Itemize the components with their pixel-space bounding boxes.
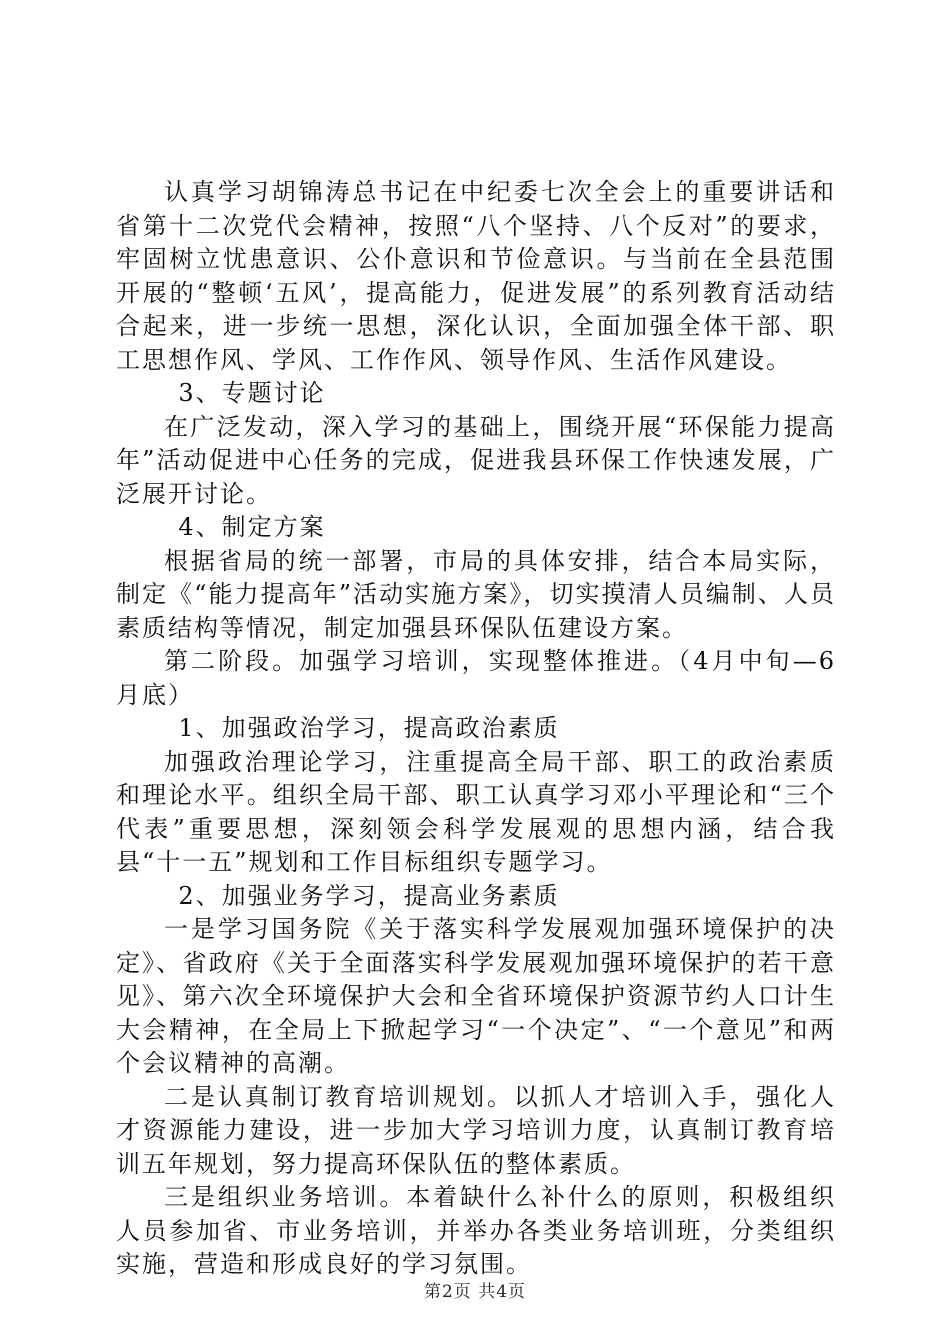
paragraph-discussion: 在广泛发动，深入学习的基础上，围绕开展“环保能力提高年”活动促进中心任务的完成，促进我县环保工作快速发展，广泛展开讨论。 (116, 412, 836, 508)
heading-business-study: 2、加强业务学习，提高业务素质 (178, 881, 560, 910)
heading-formulate-plan: 4、制定方案 (178, 513, 326, 541)
heading-political-study: 1、加强政治学习，提高政治素质 (178, 714, 560, 742)
heading-topic-discussion: 3、专题讨论 (178, 379, 326, 407)
paragraph-study-documents: 一是学习国务院《关于落实科学发展观加强环境保护的决定》、省政府《关于全面落实科学发展观加强环境保护的若干意见》、第六次全环境保护大会和全省环境保护资源节约人口计生大会精神，在全局上下掀起学习“一个决定”、“一个意见”和两个会议精神的高潮。 (116, 915, 836, 1077)
page-footer: 第2页 共4页 (423, 1282, 527, 1302)
paragraph-training-plan: 二是认真制订教育培训规划。以抓人才培训入手，强化人才资源能力建设，进一步加大学习培训力度，认真制订教育培训五年规划，努力提高环保队伍的整体素质。 (116, 1082, 836, 1178)
paragraph-study-spirit: 认真学习胡锦涛总书记在中纪委七次全会上的重要讲话和省第十二次党代会精神，按照“八个坚持、八个反对”的要求，牢固树立忧患意识、公仆意识和节俭意识。与当前在全县范围开展的“整顿‘五风’，提高能力，促进发展”的系列教育活动结合起来，进一步统一思想，深化认识，全面加强全体干部、职工思想作风、学风、工作作风、领导作风、生活作风建设。 (116, 178, 836, 374)
paragraph-business-training: 三是组织业务培训。本着缺什么补什么的原则，积极组织人员参加省、市业务培训，并举办各类业务培训班，分类组织实施，营造和形成良好的学习氛围。 (116, 1183, 836, 1278)
paragraph-plan: 根据省局的统一部署，市局的具体安排，结合本局实际，制定《“能力提高年”活动实施方案》，切实摸清人员编制、人员素质结构等情况，制定加强县环保队伍建设方案。 (116, 546, 836, 642)
document-body (116, 176, 836, 1282)
paragraph-stage-two: 第二阶段。加强学习培训，实现整体推进。（4月中旬—6月底） (116, 647, 836, 709)
paragraph-political-study: 加强政治理论学习，注重提高全局干部、职工的政治素质和理论水平。组织全局干部、职工认真学习邓小平理论和“三个代表”重要思想，深刻领会科学发展观的思想内涵，结合我县“十一五”规划和工作目标组织专题学习。 (116, 747, 836, 876)
